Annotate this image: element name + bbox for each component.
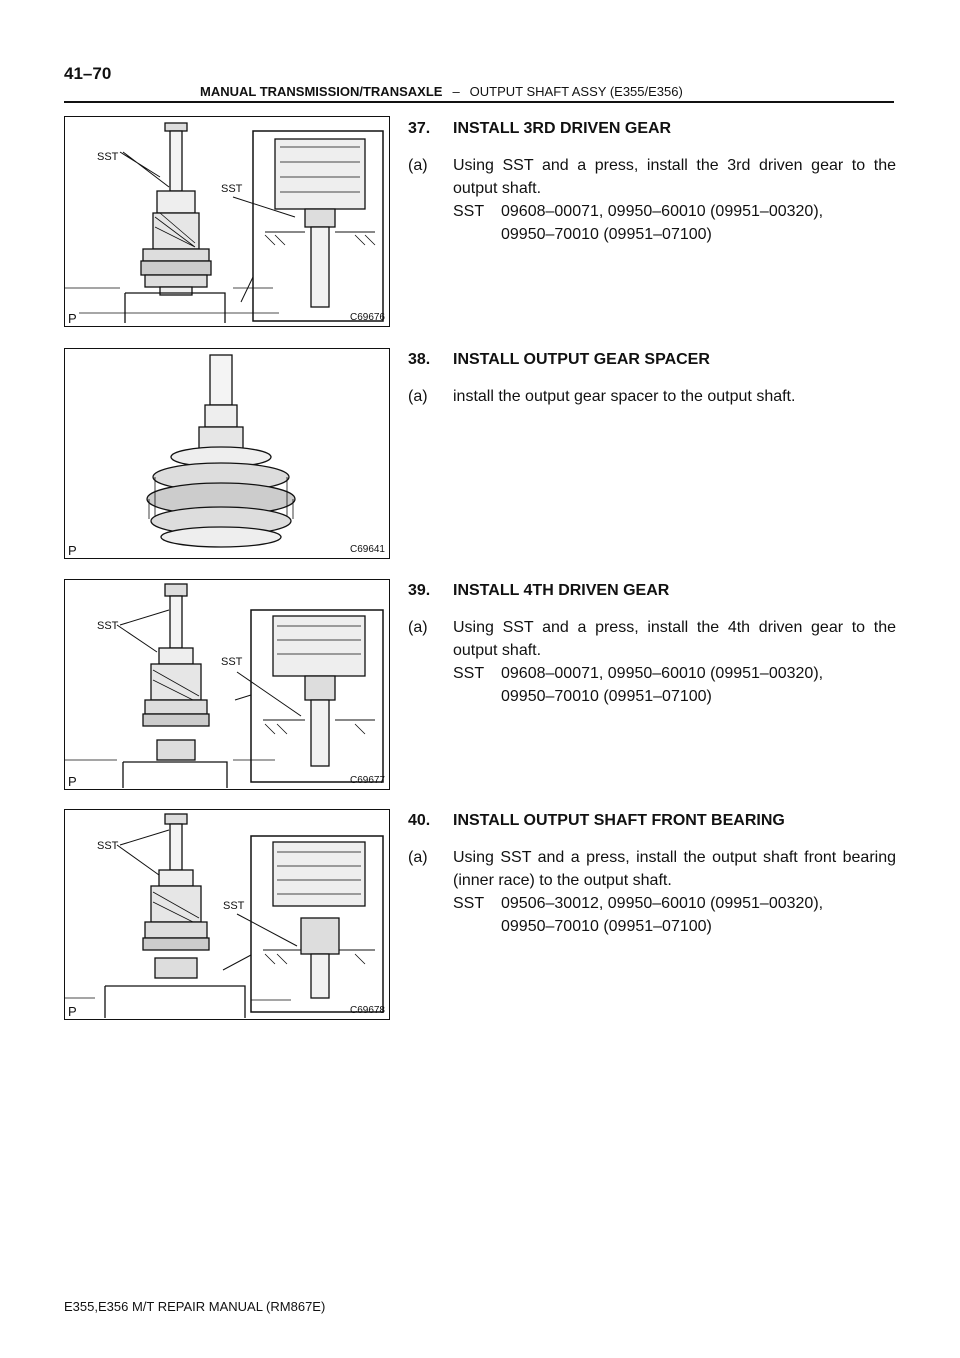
sst-label: SST [223,900,245,912]
sst-label: SST [97,151,119,163]
figure-code: C69676 [349,312,385,323]
press-illustration [65,580,389,789]
sst-numbers-cont: 09950–70010 (09951–07100) [501,688,712,705]
sst-label: SST [97,620,119,632]
figure-3rd-driven-gear [64,116,390,327]
figure-code: C69677 [349,775,385,786]
figure-output-shaft-front-bearing [64,809,390,1020]
page-footer: E355,E356 M/T REPAIR MANUAL (RM867E) [64,1299,326,1314]
header-section: MANUAL TRANSMISSION/TRANSAXLE [200,84,443,99]
step-38 [408,348,896,408]
step-text: Using SST and a press, install the output shaft front bearing (inner race) to the output shaft. [453,849,896,889]
sst-label: SST [221,656,243,668]
sub-step-label: (a) [408,157,428,174]
page-number: 41–70 [64,64,112,83]
sst-numbers-cont: 09950–70010 (09951–07100) [501,226,712,243]
step-39 [408,579,896,708]
sub-step-label: (a) [408,619,428,636]
figure-code: C69641 [349,544,385,555]
press-illustration [65,117,389,326]
step-title: 38. INSTALL OUTPUT GEAR SPACER [408,351,710,368]
figure-output-gear-spacer [64,348,390,559]
step-title: 39. INSTALL 4TH DRIVEN GEAR [408,582,670,599]
sst-numbers-cont: 09950–70010 (09951–07100) [501,918,712,935]
step-text: Using SST and a press, install the 4th driven gear to the output shaft. [453,619,896,659]
sst-numbers: SST 09608–00071, 09950–60010 (09951–00320), [453,665,824,682]
step-37 [408,117,896,246]
sub-step-label: (a) [408,849,428,866]
header-rule [64,101,894,103]
running-header [200,84,683,99]
sst-label: SST [221,183,243,195]
sst-label: SST [97,840,119,852]
header-subsection: OUTPUT SHAFT ASSY (E355/E356) [469,84,683,99]
figure-p-mark: P [68,543,77,558]
header-separator: – [452,84,460,99]
step-title: 40. INSTALL OUTPUT SHAFT FRONT BEARING [408,812,785,829]
gear-assembly-illustration [65,349,389,558]
figure-4th-driven-gear [64,579,390,790]
figure-p-mark: P [68,311,77,326]
step-40 [408,809,896,938]
figure-p-mark: P [68,1004,77,1019]
step-text: install the output gear spacer to the output shaft. [453,388,796,405]
figure-code: C69678 [349,1005,385,1016]
step-title: 37. INSTALL 3RD DRIVEN GEAR [408,120,672,137]
step-text: Using SST and a press, install the 3rd driven gear to the output shaft. [453,157,896,197]
sst-numbers: SST 09608–00071, 09950–60010 (09951–00320), [453,203,824,220]
figure-p-mark: P [68,774,77,789]
sub-step-label: (a) [408,388,428,405]
sst-numbers: SST 09506–30012, 09950–60010 (09951–00320), [453,895,824,912]
